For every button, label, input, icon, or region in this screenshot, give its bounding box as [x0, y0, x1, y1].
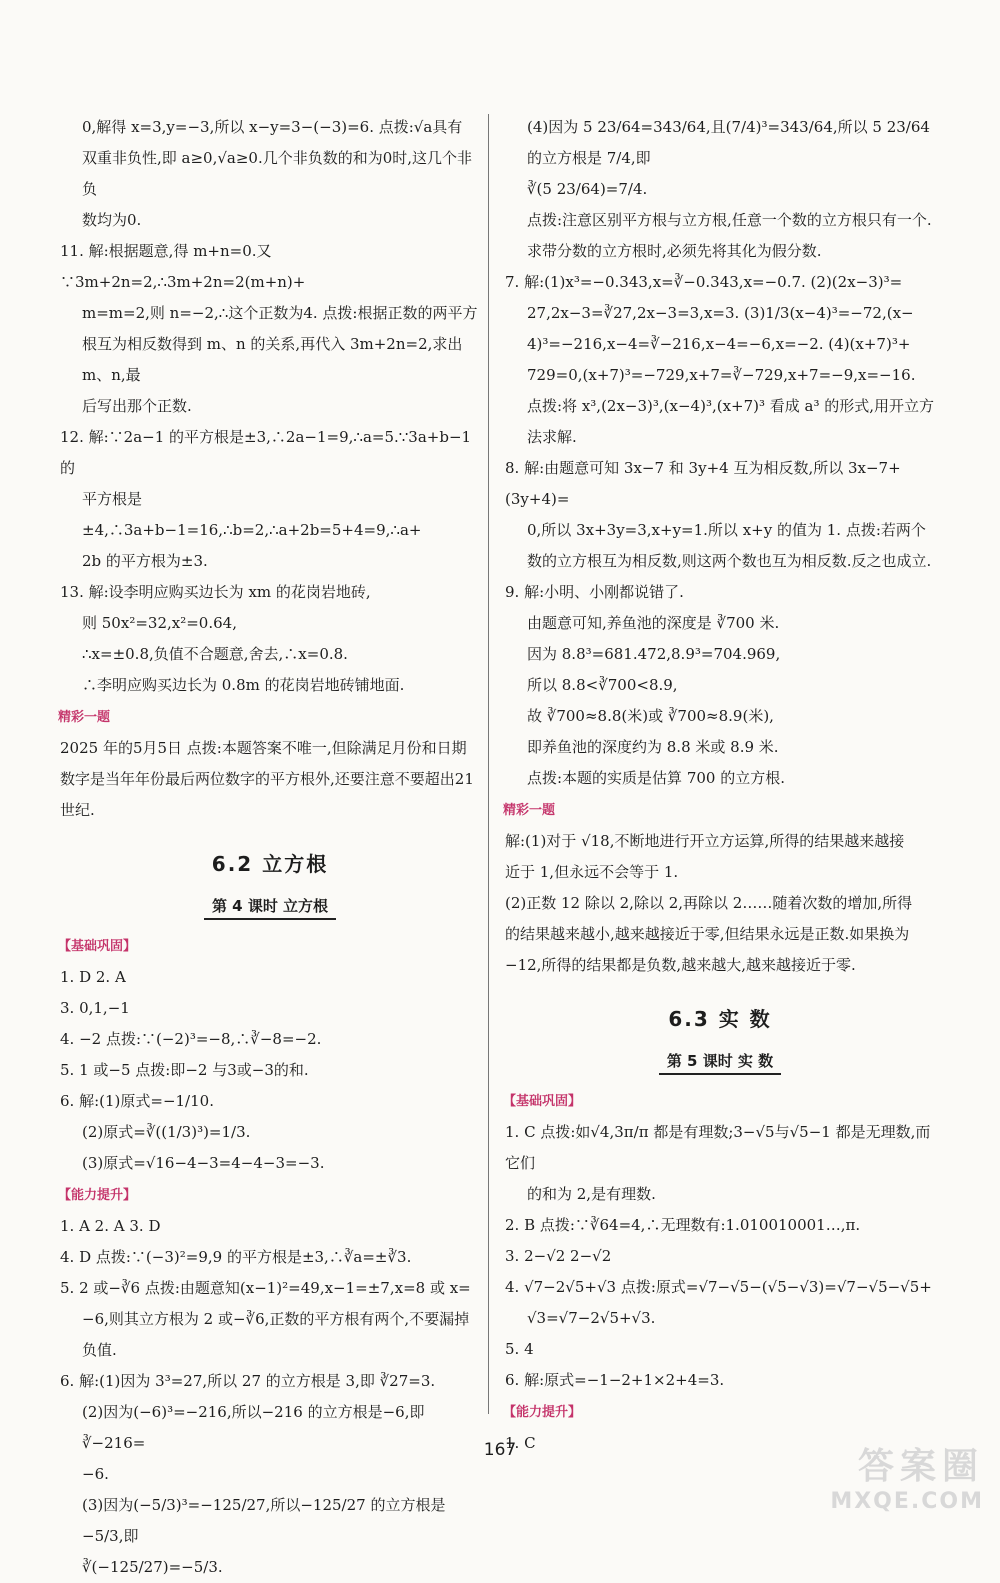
text-line: 3. 0,1,−1: [60, 999, 130, 1017]
text-line: 4)³=−216,x−4=∛−216,x−4=−6,x=−2. (4)(x+7)³+: [527, 335, 911, 353]
text-line: 7. 解:(1)x³=−0.343,x=∛−0.343,x=−0.7. (2)(2x−3)³=: [505, 273, 903, 291]
text-line: 4. D 点拨:∵(−3)²=9,9 的平方根是±3,∴∛a=±∛3.: [60, 1248, 412, 1266]
text-line: 729=0,(x+7)³=−729,x+7=∛−729,x+7=−9,x=−16.: [527, 366, 916, 384]
text-line: 1. C 点拨:如√4,3π/π 都是有理数;3−√5与√5−1 都是无理数,而它们: [505, 1123, 931, 1172]
right-column: [505, 112, 935, 1459]
text-line: ∴李明应购买边长为 0.8m 的花岗岩地砖铺地面.: [82, 676, 405, 694]
text-line: 12. 解:∵2a−1 的平方根是±3,∴2a−1=9,∴a=5.∵3a+b−1 的: [60, 428, 472, 477]
text-line: 5. 4: [505, 1340, 534, 1358]
text-line: 1. C: [505, 1434, 536, 1452]
text-line: 4. √7−2√5+√3 点拨:原式=√7−√5−(√5−√3)=√7−√5−√5+: [505, 1278, 932, 1296]
text-line: 数的立方根互为相反数,则这两个数也互为相反数.反之也成立.: [527, 552, 932, 570]
text-line: 法求解.: [527, 428, 577, 446]
text-line: (2)因为(−6)³=−216,所以−216 的立方根是−6,即 ∛−216=: [82, 1403, 425, 1452]
text-line: 的和为 2,是有理数.: [527, 1185, 656, 1203]
section-tag: 【能力提升】: [58, 1188, 137, 1203]
text-line: 1. A 2. A 3. D: [60, 1217, 161, 1235]
section-tag: 【能力提升】: [503, 1405, 582, 1420]
lesson-heading: 第 5 课时 实 数: [659, 1048, 781, 1075]
text-line: (3)原式=√16−4−3=4−4−3=−3.: [82, 1154, 325, 1172]
text-line: (2)原式=∛((1/3)³)=1/3.: [82, 1123, 251, 1141]
section-tag: 【基础巩固】: [58, 939, 137, 954]
text-line: ∴x=±0.8,负值不合题意,舍去,∴x=0.8.: [82, 645, 348, 663]
left-column: [60, 112, 480, 1583]
text-line: 故 ∛700≈8.8(米)或 ∛700≈8.9(米),: [527, 707, 774, 725]
text-line: 2025 年的5月5日 点拨:本题答案不唯一,但除满足月份和日期: [60, 739, 467, 757]
watermark-logo: [784, 1438, 984, 1518]
text-line: (3)因为(−5/3)³=−125/27,所以−125/27 的立方根是−5/3,即: [82, 1496, 446, 1545]
text-line: 3. 2−√2 2−√2: [505, 1247, 612, 1265]
section-title: 6.2 立方根: [211, 852, 329, 876]
text-line: 8. 解:由题意可知 3x−7 和 3y+4 互为相反数,所以 3x−7+(3y+4)=: [505, 459, 901, 508]
text-line: 0,所以 3x+3y=3,x+y=1.所以 x+y 的值为 1. 点拨:若两个: [527, 521, 926, 539]
text-line: 所以 8.8<∛700<8.9,: [527, 676, 678, 694]
text-line: ∛(5 23/64)=7/4.: [527, 180, 648, 198]
text-line: 2b 的平方根为±3.: [82, 552, 208, 570]
text-line: ∛(−125/27)=−5/3.: [82, 1558, 223, 1576]
section-tag: 精彩一题: [58, 710, 111, 725]
text-line: 因为 8.8³=681.472,8.9³=704.969,: [527, 645, 781, 663]
watermark-url: MXQE.COM: [830, 1489, 984, 1514]
text-line: 求带分数的立方根时,必须先将其化为假分数.: [527, 242, 822, 260]
text-line: 负值.: [82, 1341, 117, 1359]
text-line: 1. D 2. A: [60, 968, 126, 986]
text-line: 数均为0.: [82, 211, 142, 229]
column-divider: [488, 114, 489, 1414]
text-line: 2. B 点拨:∵∛64=4,∴无理数有:1.010010001…,π.: [505, 1216, 861, 1234]
text-line: √3=√7−2√5+√3.: [527, 1309, 656, 1327]
text-line: 11. 解:根据题意,得 m+n=0.又∵3m+2n=2,∴3m+2n=2(m+n)+: [60, 242, 306, 291]
text-line: 6. 解:原式=−1−2+1×2+4=3.: [505, 1371, 725, 1389]
text-line: 近于 1,但永远不会等于 1.: [505, 863, 679, 881]
watermark-text: 答案圈: [857, 1446, 984, 1487]
text-line: (4)因为 5 23/64=343/64,且(7/4)³=343/64,所以 5 23/64 的立方根是 7/4,即: [527, 118, 930, 167]
text-line: 点拨:将 x³,(2x−3)³,(x−4)³,(x+7)³ 看成 a³ 的形式,用开立方: [527, 397, 935, 415]
text-line: 点拨:注意区别平方根与立方根,任意一个数的立方根只有一个.: [527, 211, 932, 229]
text-line: 则 50x²=32,x²=0.64,: [82, 614, 237, 632]
text-line: −6,则其立方根为 2 或−∛6,正数的平方根有两个,不要漏掉: [82, 1310, 470, 1328]
text-line: 平方根是±4,∴3a+b−1=16,∴b=2,∴a+2b=5+4=9,∴a+: [82, 490, 422, 539]
section-tag: 【基础巩固】: [503, 1094, 582, 1109]
text-line: 9. 解:小明、小刚都说错了.: [505, 583, 684, 601]
section-title: 6.3 实 数: [668, 1007, 772, 1031]
text-line: m=m=2,则 n=−2,∴这个正数为4. 点拨:根据正数的两平方: [82, 304, 478, 322]
text-line: 5. 2 或−∛6 点拨:由题意知(x−1)²=49,x−1=±7,x=8 或 x=: [60, 1279, 471, 1297]
text-line: −12,所得的结果都是负数,越来越大,越来越接近于零.: [505, 956, 856, 974]
text-line: 由题意可知,养鱼池的深度是 ∛700 米.: [527, 614, 780, 632]
text-line: 6. 解:(1)因为 3³=27,所以 27 的立方根是 3,即 ∛27=3.: [60, 1372, 436, 1390]
text-line: 解:(1)对于 √18,不断地进行开立方运算,所得的结果越来越接: [505, 832, 905, 850]
text-line: 4. −2 点拨:∵(−2)³=−8,∴∛−8=−2.: [60, 1030, 322, 1048]
text-line: 5. 1 或−5 点拨:即−2 与3或−3的和.: [60, 1061, 309, 1079]
text-line: 数字是当年年份最后两位数字的平方根外,还要注意不要超出21世纪.: [60, 770, 474, 819]
text-line: 6. 解:(1)原式=−1/10.: [60, 1092, 214, 1110]
text-line: 0,解得 x=3,y=−3,所以 x−y=3−(−3)=6. 点拨:√a具有: [82, 118, 463, 136]
text-line: 的结果越来越小,越来越接近于零,但结果永远是正数.如果换为: [505, 925, 910, 943]
section-tag: 精彩一题: [503, 803, 556, 818]
text-line: 13. 解:设李明应购买边长为 xm 的花岗岩地砖,: [60, 583, 371, 601]
text-line: 后写出那个正数.: [82, 397, 192, 415]
text-line: 27,2x−3=∛27,2x−3=3,x=3. (3)1/3(x−4)³=−72,(x−: [527, 304, 914, 322]
text-line: 即养鱼池的深度约为 8.8 米或 8.9 米.: [527, 738, 779, 756]
text-line: 根互为相反数得到 m、n 的关系,再代入 3m+2n=2,求出 m、n,最: [82, 335, 463, 384]
text-line: 点拨:本题的实质是估算 700 的立方根.: [527, 769, 785, 787]
lesson-heading: 第 4 课时 立方根: [204, 893, 336, 920]
text-line: 双重非负性,即 a≥0,√a≥0.几个非负数的和为0时,这几个非负: [82, 149, 473, 198]
text-line: −6.: [82, 1465, 109, 1483]
text-line: (2)正数 12 除以 2,除以 2,再除以 2……随着次数的增加,所得: [505, 894, 913, 912]
page-number: 167: [483, 1440, 517, 1460]
